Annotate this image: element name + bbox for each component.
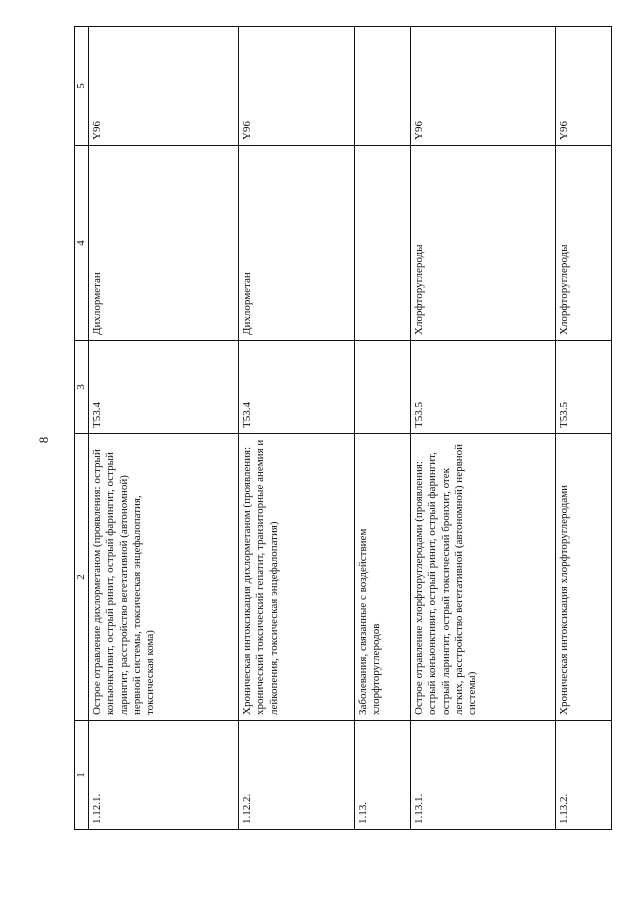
row-external-cause: Y96 [239, 27, 355, 146]
row-code: 1.13.1. [411, 721, 556, 830]
row-code: 1.12.1. [89, 721, 239, 830]
table-row [556, 27, 612, 830]
row-code: 1.13. [355, 721, 411, 830]
row-code: 1.12.2. [239, 721, 355, 830]
table-row [89, 27, 239, 830]
row-external-cause: Y96 [411, 27, 556, 146]
column-header-3: 3 [75, 341, 89, 434]
row-agent: Хлорфторуглероды [556, 146, 612, 341]
row-icd-code: T53.5 [411, 341, 556, 434]
row-icd-code [355, 341, 411, 434]
column-header-5: 5 [75, 27, 89, 146]
row-agent: Дихлорметан [239, 146, 355, 341]
table-row [355, 27, 411, 830]
disease-table-rotated [74, 72, 611, 830]
row-description: Хроническая интоксикация дихлорметаном (проявления: хронический токсический гепатит, транзиторные анемия и лейкопения, токсическая энцефалопатия) [239, 434, 355, 721]
row-external-cause: Y96 [556, 27, 612, 146]
column-header-4: 4 [75, 146, 89, 341]
row-agent [355, 146, 411, 341]
row-description: Острое отравление дихлорметаном (проявления: острый конъюнктивит, острый ринит, острый фарингит, острый ларингит, расстройство вегетативной (автономной) нервной системы, токсическая энцефалопатия, токсическая кома) [89, 434, 239, 721]
table-header-row [75, 27, 89, 830]
row-icd-code: T53.4 [89, 341, 239, 434]
row-description: Острое отравление хлорфторуглеродами (проявления: острый конъюнктивит, острый ринит, острый фарингит, острый ларингит, острый токсический бронхит, отек легких, расстройство вегетативной (автономной) нервной системы) [411, 434, 556, 721]
page-number: 8 [36, 436, 51, 444]
table-row [239, 27, 355, 830]
row-description: Хроническая интоксикация хлорфторуглеродами [556, 434, 612, 721]
row-agent: Дихлорметан [89, 146, 239, 341]
row-code: 1.13.2. [556, 721, 612, 830]
row-icd-code: T53.4 [239, 341, 355, 434]
disease-table [74, 26, 612, 830]
column-header-2: 2 [75, 434, 89, 721]
row-description: Заболевания, связанные с воздействием хлорфторуглеродов [355, 434, 411, 721]
row-external-cause: Y96 [89, 27, 239, 146]
row-external-cause [355, 27, 411, 146]
row-icd-code: T53.5 [556, 341, 612, 434]
column-header-1: 1 [75, 721, 89, 830]
row-agent: Хлорфторуглероды [411, 146, 556, 341]
table-row [411, 27, 556, 830]
